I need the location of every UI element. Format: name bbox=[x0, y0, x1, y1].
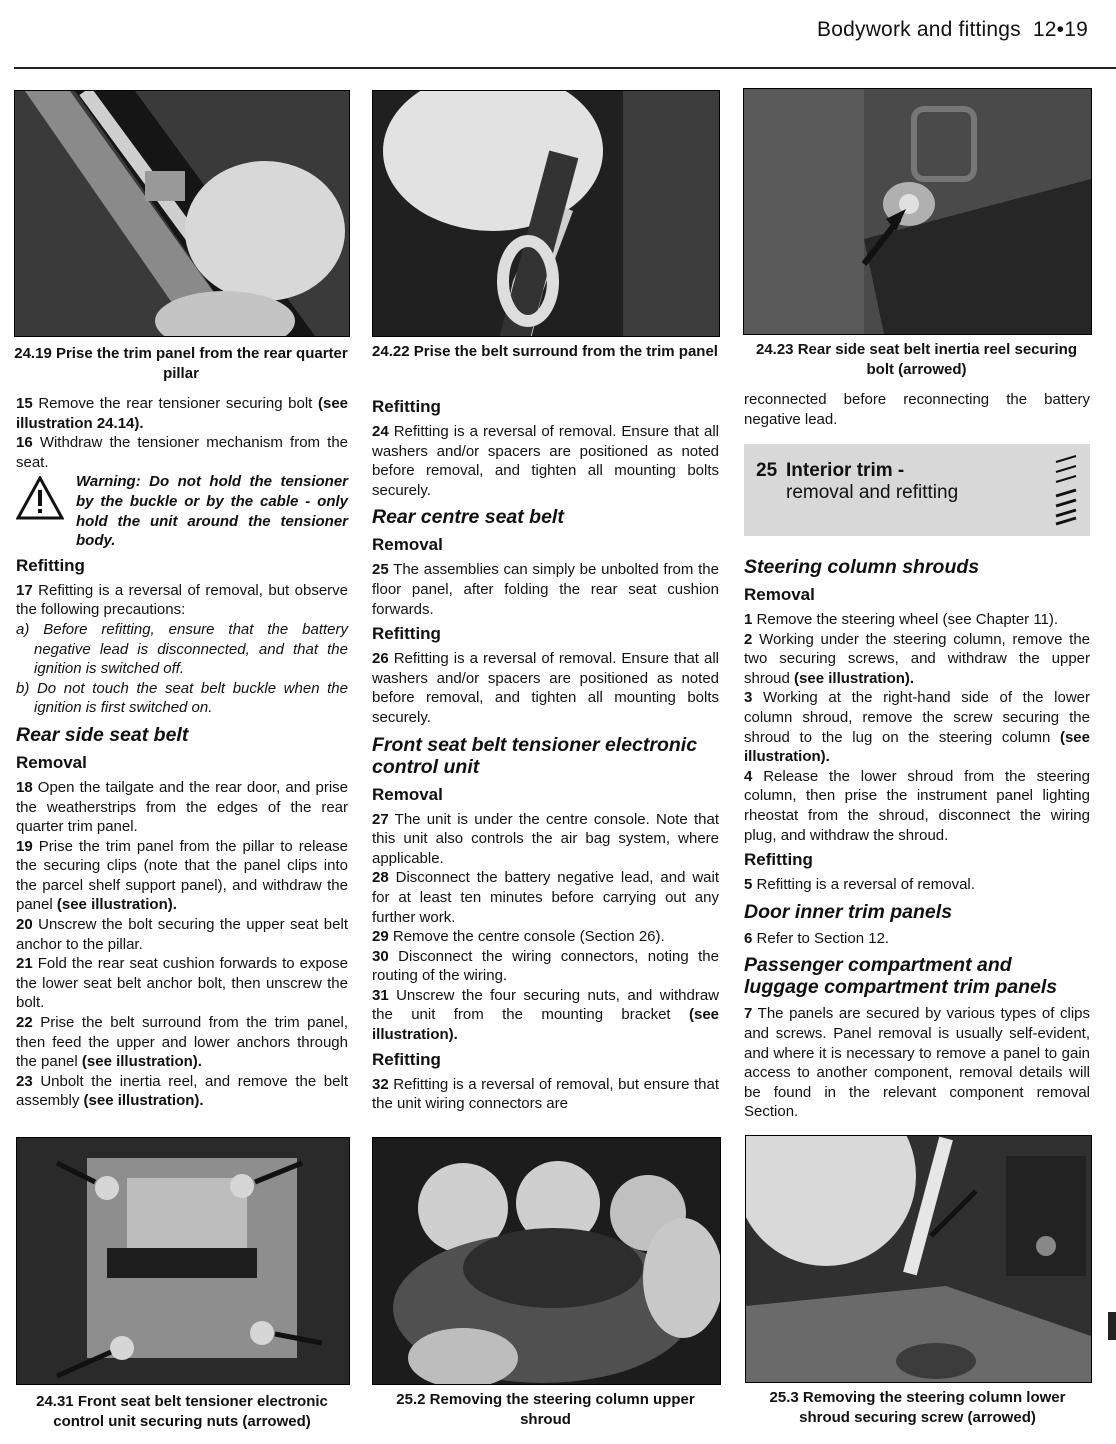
para-number: 15 bbox=[16, 395, 33, 412]
section-title-line-2: removal and refitting bbox=[786, 482, 959, 503]
para-number: 28 bbox=[372, 869, 389, 887]
para-text: Refitting is a reversal of removal. bbox=[756, 876, 975, 894]
subheading-removal: Removal bbox=[16, 752, 87, 772]
para-text: Unscrew the four securing nuts, and withdraw the unit from the mounting bracket bbox=[372, 986, 719, 1024]
para-number: 5 bbox=[744, 876, 753, 894]
para-number: 4 bbox=[744, 767, 753, 785]
para-text: Prise the trim panel from the pillar to release the securing clips (note that the panel clips into the parcel shelf support panel), and withdraw the panel bbox=[16, 837, 349, 914]
caption-25-3 bbox=[745, 1388, 1090, 1428]
para-number: 19 bbox=[16, 837, 33, 855]
para-text: Withdraw the tensioner mechanism from the seat. bbox=[16, 434, 349, 471]
figure-number: 24.31 bbox=[36, 1393, 74, 1410]
para-text: The panels are secured by various types of clips and screws. Panel removal is usually self-evident, and where it is necessary to remove a panel to gain access to another component, removal details will be found in the relevant component removal Section. bbox=[744, 1005, 1091, 1121]
para-text: Refer to Section 12. bbox=[756, 929, 890, 947]
column-1 bbox=[16, 394, 348, 1111]
para-number: 23 bbox=[16, 1072, 33, 1090]
illustration-ref: (see illustration). bbox=[744, 728, 1090, 766]
figure-number: 24.23 bbox=[755, 341, 794, 358]
photo-24-23 bbox=[743, 88, 1092, 335]
para-text: The unit is under the centre console. Note that this unit also controls the air bag system, where applicable. bbox=[372, 810, 719, 867]
header-page-number: 12•19 bbox=[1032, 18, 1088, 41]
section-heading-passenger-luggage-trim: Passenger compartment and luggage compartment trim panels bbox=[744, 954, 1058, 999]
para-text: Disconnect the battery negative lead, and wait for at least ten minutes before carrying out any further work. bbox=[372, 869, 720, 926]
para-number: 30 bbox=[372, 947, 389, 965]
warning-block bbox=[16, 472, 348, 550]
para-text: Refitting is a reversal of removal, but observe the following precautions: bbox=[16, 581, 349, 619]
photo-24-31 bbox=[16, 1137, 350, 1385]
illustration-ref: (see illustration). bbox=[83, 1092, 204, 1110]
subheading-removal: Removal bbox=[372, 535, 443, 555]
illustration-ref: (see illustration). bbox=[372, 1006, 720, 1044]
para-number: 25 bbox=[372, 561, 389, 579]
para-text: Prise the belt surround from the trim panel, then feed the upper and lower anchors through the panel bbox=[16, 1014, 349, 1071]
caption-25-2 bbox=[372, 1390, 719, 1430]
photo-25-3 bbox=[745, 1135, 1092, 1383]
para-number: 6 bbox=[744, 929, 753, 947]
caption-24-22 bbox=[372, 342, 718, 362]
para-number: 16 bbox=[16, 434, 33, 452]
para-text: Remove the steering wheel (see Chapter 11). bbox=[756, 611, 1059, 628]
illustration-ref: (see illustration). bbox=[81, 1053, 202, 1071]
para-number: 1 bbox=[744, 611, 753, 628]
figure-caption-text: Removing the steering column upper shroud bbox=[429, 1391, 695, 1428]
para-number: 22 bbox=[16, 1014, 33, 1032]
subheading-refitting: Refitting bbox=[372, 397, 441, 416]
para-text: reconnected before reconnecting the battery negative lead. bbox=[744, 391, 1090, 428]
para-text: Release the lower shroud from the steering column, then prise the instrument panel lighting rheostat from the shroud, disconnect the wiring plug, and withdraw the shroud. bbox=[744, 767, 1090, 844]
warning-triangle-icon bbox=[16, 476, 64, 520]
para-number: 27 bbox=[372, 810, 389, 828]
para-number: 26 bbox=[372, 650, 389, 668]
subheading-refitting: Refitting bbox=[372, 624, 441, 644]
subheading-refitting: Refitting bbox=[744, 850, 813, 870]
para-text: Open the tailgate and the rear door, and prise the weatherstrips from the edges of the rear quarter trim panel. bbox=[16, 778, 348, 836]
page-header bbox=[817, 18, 1088, 42]
para-text: The assemblies can simply be unbolted from the floor panel, after folding the rear seat cushion forwards. bbox=[372, 561, 719, 618]
difficulty-spanner-icon bbox=[1052, 452, 1080, 528]
illustration-ref: (see illustration 24.14). bbox=[16, 395, 349, 432]
para-text: Working under the steering column, remove the two securing screws, and withdraw the upper shroud bbox=[744, 630, 1091, 687]
subheading-refitting: Refitting bbox=[372, 1049, 441, 1069]
header-title: Bodywork and fittings bbox=[817, 18, 1021, 41]
illustration-ref: (see illustration). bbox=[56, 896, 177, 914]
list-item: b) Do not touch the seat belt buckle when the ignition is first switched on. bbox=[16, 679, 348, 717]
figure-caption-text: Prise the belt surround from the trim panel bbox=[413, 343, 718, 360]
section-heading-steering-column-shrouds: Steering column shrouds bbox=[744, 556, 980, 578]
para-text: Refitting is a reversal of removal, but ensure that the unit wiring connectors are bbox=[372, 1075, 720, 1113]
subheading-removal: Removal bbox=[372, 784, 443, 804]
subheading-refitting: Refitting bbox=[16, 555, 85, 575]
illustration-ref: (see illustration). bbox=[794, 669, 915, 687]
figure-number: 24.22 bbox=[372, 343, 410, 360]
list-item: a) Before refitting, ensure that the battery negative lead is disconnected, and that the ignition is switched off. bbox=[16, 620, 348, 678]
para-text: Unscrew the bolt securing the upper seat belt anchor to the pillar. bbox=[16, 916, 348, 953]
caption-24-31 bbox=[16, 1392, 348, 1432]
warning-text: Warning: Do not hold the tensioner by the buckle or by the cable - only hold the unit around the tensioner body. bbox=[76, 473, 348, 550]
para-number: 24 bbox=[372, 423, 389, 440]
column-3 bbox=[744, 390, 1090, 429]
caption-24-19 bbox=[14, 344, 348, 384]
photo-24-19 bbox=[14, 90, 350, 337]
para-number: 20 bbox=[16, 916, 33, 934]
para-text: Remove the rear tensioner securing bolt bbox=[38, 395, 313, 412]
section-title bbox=[786, 460, 958, 504]
para-number: 17 bbox=[16, 581, 33, 599]
para-text: Unbolt the inertia reel, and remove the belt assembly bbox=[16, 1072, 348, 1110]
figure-caption-text: Rear side seat belt inertia reel securing bolt (arrowed) bbox=[797, 341, 1077, 378]
subheading-removal: Removal bbox=[744, 585, 815, 604]
para-number: 29 bbox=[372, 928, 389, 946]
para-number: 7 bbox=[744, 1005, 753, 1023]
para-text: Refitting is a reversal of removal. Ensure that all washers and/or spacers are positioned as noted before removal, and tighten all mounting bolts securely. bbox=[372, 650, 719, 726]
para-number: 32 bbox=[372, 1075, 389, 1093]
photo-25-2 bbox=[372, 1137, 721, 1385]
column-3-main bbox=[744, 550, 1090, 1122]
para-text: Working at the right-hand side of the lower column shroud, remove the screw securing the shroud to the lug on the steering column bbox=[744, 689, 1091, 746]
para-number: 2 bbox=[744, 630, 753, 648]
para-text: Refitting is a reversal of removal. Ensure that all washers and/or spacers are positioned as noted before removal, and tighten all mounting bolts securely. bbox=[372, 423, 719, 499]
figure-caption-text: Prise the trim panel from the rear quarter pillar bbox=[55, 345, 348, 382]
para-number: 31 bbox=[372, 986, 389, 1004]
section-number: 25 bbox=[756, 460, 778, 481]
figure-caption-text: Front seat belt tensioner electronic control unit securing nuts (arrowed) bbox=[53, 1393, 328, 1430]
page-edge-tab bbox=[1108, 1312, 1116, 1340]
figure-number: 25.2 bbox=[396, 1391, 426, 1408]
figure-number: 25.3 bbox=[769, 1389, 799, 1406]
para-text: Remove the centre console (Section 26). bbox=[392, 928, 665, 946]
section-heading-rear-side-seat-belt: Rear side seat belt bbox=[16, 723, 189, 746]
section-25-title-box bbox=[744, 444, 1090, 536]
section-heading-front-tensioner: Front seat belt tensioner electronic control unit bbox=[372, 733, 698, 778]
section-heading-door-inner-trim-panels: Door inner trim panels bbox=[744, 900, 953, 923]
para-text: Disconnect the wiring connectors, noting the routing of the wiring. bbox=[372, 947, 719, 985]
column-2 bbox=[372, 392, 719, 1114]
para-number: 18 bbox=[16, 778, 33, 796]
figure-number: 24.19 bbox=[14, 345, 52, 362]
header-rule bbox=[14, 67, 1116, 69]
section-title-line-1: Interior trim - bbox=[786, 460, 905, 481]
para-number: 21 bbox=[16, 955, 33, 973]
para-number: 3 bbox=[744, 689, 753, 707]
section-heading-rear-centre-seat-belt: Rear centre seat belt bbox=[372, 506, 564, 529]
para-text: Fold the rear seat cushion forwards to expose the lower seat belt anchor bolt, then unscrew the bolt. bbox=[16, 955, 348, 1012]
photo-24-22 bbox=[372, 90, 720, 337]
figure-caption-text: Removing the steering column lower shroud securing screw (arrowed) bbox=[799, 1389, 1066, 1426]
caption-24-23 bbox=[743, 340, 1090, 380]
